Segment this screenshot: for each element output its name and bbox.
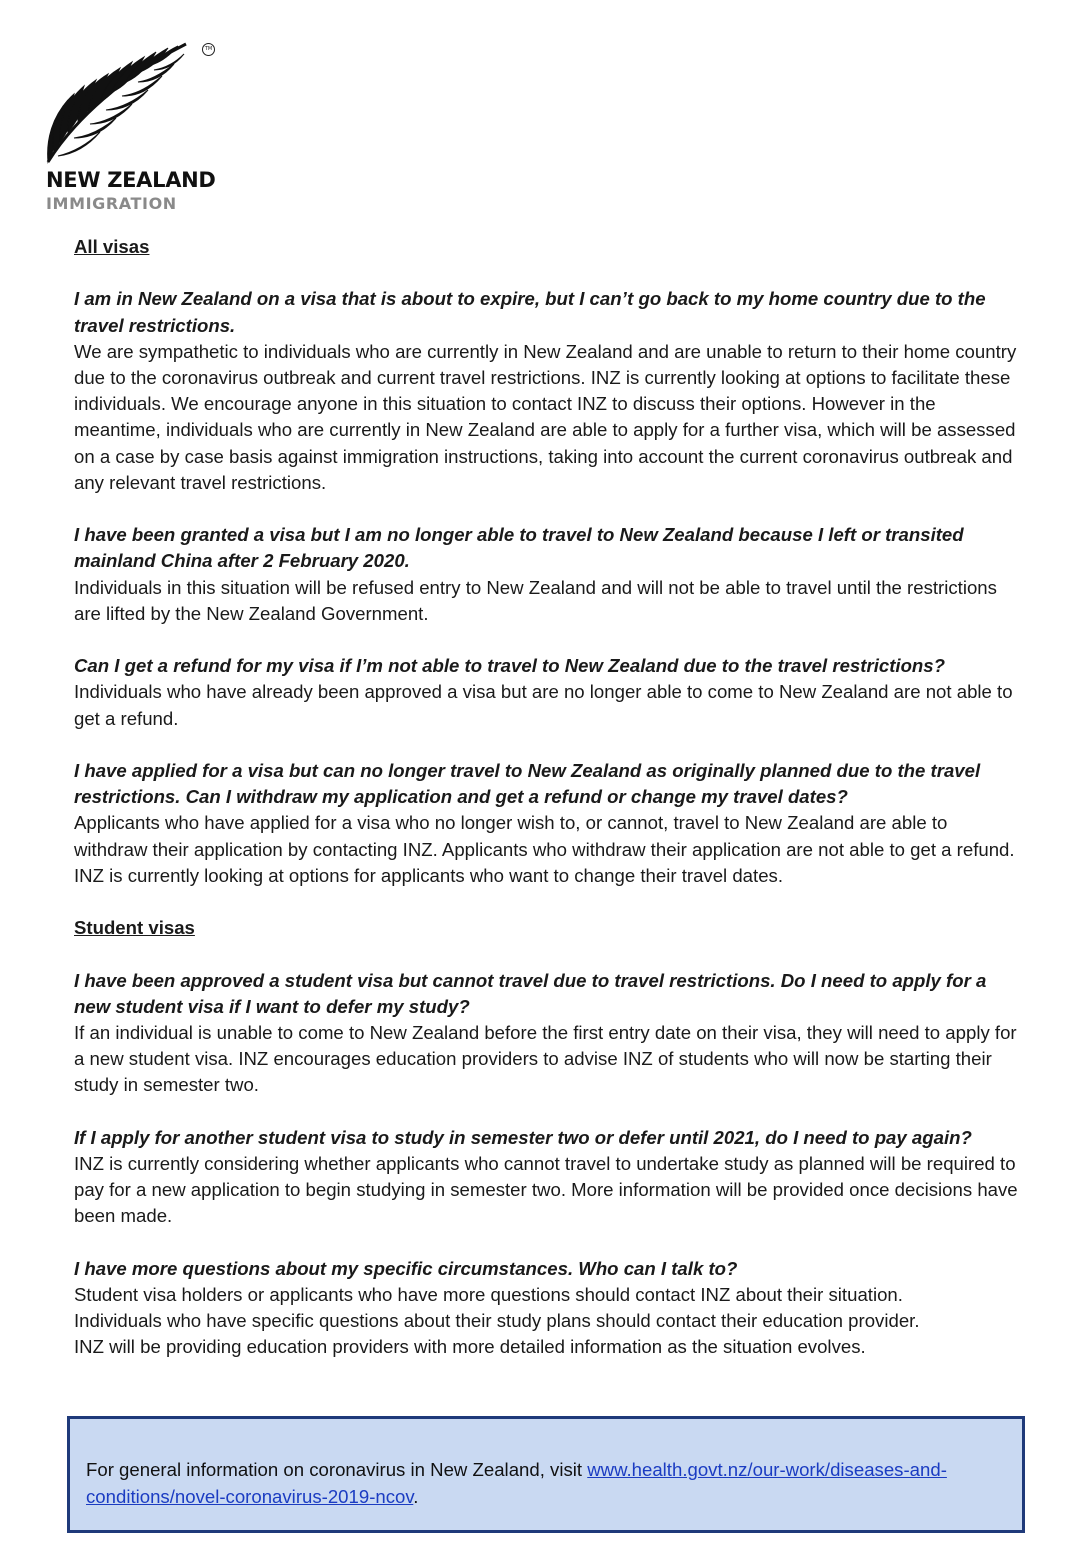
info-box-text [86, 1457, 1016, 1510]
question: I am in New Zealand on a visa that is about to expire, but I can’t go back to my home country due to the travel restrictions. [74, 288, 986, 336]
answer: If an individual is unable to come to New Zealand before the first entry date on their visa, they will need to apply for a new student visa. INZ encourages education providers to advise INZ of students who will now be starting their study in semester two. [74, 1022, 1017, 1096]
info-box-suffix: . [413, 1485, 419, 1507]
qa-item [74, 968, 1024, 1099]
answer: We are sympathetic to individuals who are currently in New Zealand and are unable to return to their home country due to the coronavirus outbreak and current travel restrictions. INZ is currently looking at options to facilitate these individuals. We encourage anyone in this situation to contact INZ to discuss their options. However in the meantime, individuals who are currently in New Zealand are able to apply for a further visa, which will be assessed on a case by case basis against immigration instructions, taking into account the current coronavirus outbreak and any relevant travel restrictions. [74, 340, 1017, 493]
question: I have been granted a visa but I am no longer able to travel to New Zealand because I left or transited mainland China after 2 February 2020. [74, 524, 964, 572]
question: I have been approved a student visa but cannot travel due to travel restrictions. Do I need to apply for a new student visa if I want to defer my study? [74, 969, 987, 1017]
answer: Individuals who have already been approved a visa but are no longer able to come to New Zealand are not able to get a refund. [74, 681, 1013, 729]
answer: INZ is currently looking at options for applicants who want to change their travel dates. [74, 864, 783, 886]
answer: Individuals who have specific questions about their study plans should contact their education provider. [74, 1310, 920, 1332]
question: If I apply for another student visa to study in semester two or defer until 2021, do I need to pay again? [74, 1126, 972, 1148]
qa-item [74, 1256, 1024, 1361]
qa-item [74, 286, 1024, 496]
section-heading-all-visas: All visas [74, 236, 150, 257]
info-box-lead: For general information on coronavirus in New Zealand, visit [86, 1459, 588, 1480]
answer: INZ will be providing education providers with more detailed information as the situation evolves. [74, 1336, 866, 1358]
answer: Applicants who have applied for a visa who no longer wish to, or cannot, travel to New Zealand are able to withdraw their application by contacting INZ. Applicants who withdraw their application are not able to get a refund. [74, 812, 1015, 860]
section-heading-student-visas: Student visas [74, 917, 195, 939]
question: Can I get a refund for my visa if I’m not able to travel to New Zealand due to the travel restrictions? [74, 655, 945, 677]
qa-item [74, 1125, 1024, 1230]
nz-immigration-logo [44, 40, 224, 215]
answer: Student visa holders or applicants who have more questions should contact INZ about their situation. [74, 1284, 903, 1305]
answer: INZ is currently considering whether applicants who cannot travel to undertake study as planned will be required to pay for a new application to begin studying in semester two. More information will be provided once decisions have been made. [74, 1153, 1018, 1227]
logo-wordmark-line2: IMMIGRATION [46, 194, 177, 213]
question: I have applied for a visa but can no longer travel to New Zealand as originally planned due to the travel restrictions. Can I withdraw my application and get a refund or change my travel dates? [74, 760, 981, 808]
qa-item [74, 653, 1024, 732]
silver-fern-icon [44, 40, 194, 165]
info-box [67, 1416, 1025, 1533]
health-info-link[interactable]: www.health.govt.nz/our-work/diseases-and-conditions/novel-coronavirus-2019-ncov [86, 1459, 947, 1507]
qa-item [74, 758, 1024, 889]
answer: Individuals in this situation will be refused entry to New Zealand and will not be able to travel until the restrictions are lifted by the New Zealand Government. [74, 576, 997, 624]
document-body [74, 234, 1024, 1361]
logo-wordmark-line1: NEW ZEALAND [46, 168, 216, 192]
question: I have more questions about my specific circumstances. Who can I talk to? [74, 1257, 738, 1279]
qa-item [74, 522, 1024, 627]
trademark-symbol: TM [202, 43, 215, 56]
